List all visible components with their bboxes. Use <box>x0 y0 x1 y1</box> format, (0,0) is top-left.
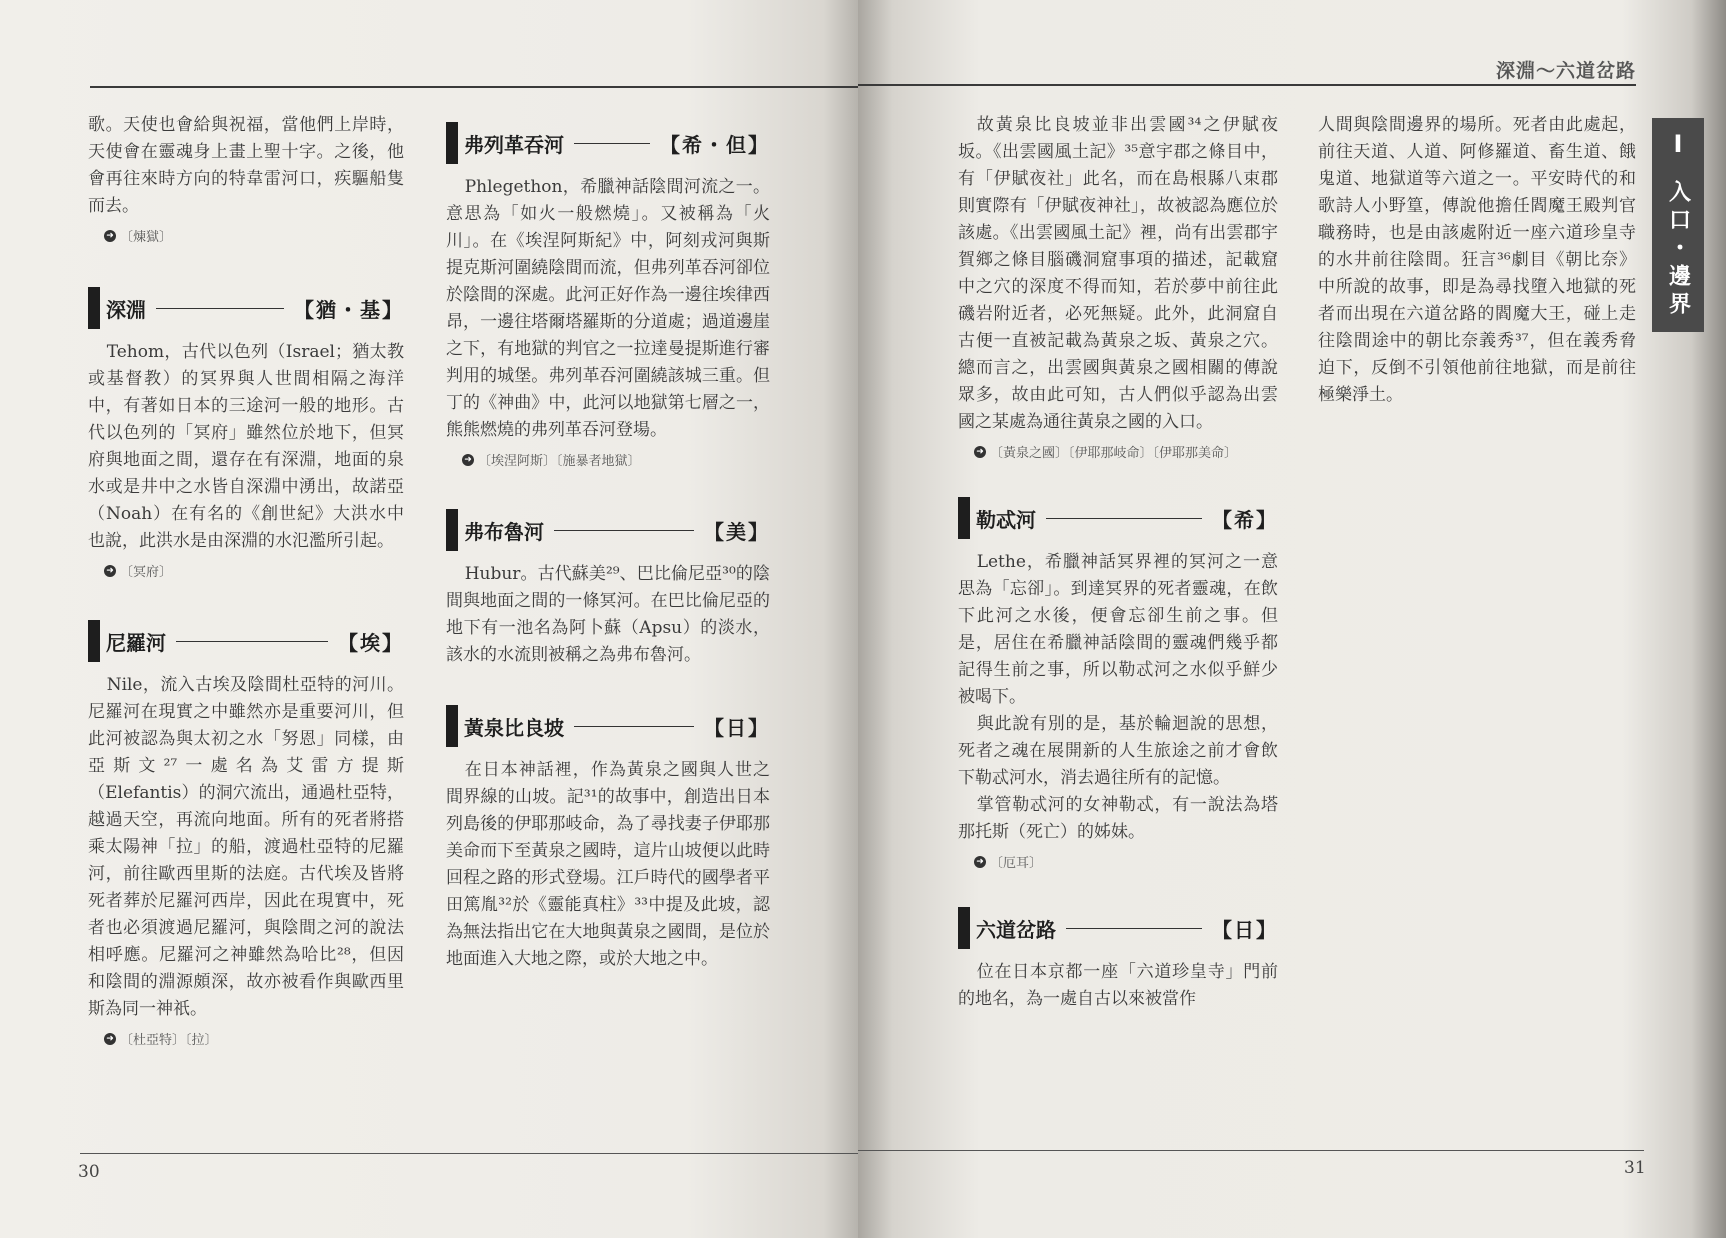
header-rule <box>858 84 1636 86</box>
heading-line <box>554 530 694 531</box>
arrow-right-icon: ➜ <box>974 856 986 868</box>
entry-text: 位在日本京都一座「六道珍皇寺」門前的地名，為一處自古以來被當作 <box>958 962 1278 1009</box>
cross-reference: ➜ 〔冥府〕 <box>104 561 404 580</box>
footer-rule <box>80 1153 858 1154</box>
entry-origin: 【日】 <box>1212 917 1278 942</box>
entry-heading <box>446 122 770 164</box>
right-page-column-1 <box>958 112 1278 1013</box>
page-number: 31 <box>1624 1158 1646 1178</box>
entry-title: 六道岔路 <box>976 917 1056 942</box>
heading-line <box>574 726 694 727</box>
heading-bar <box>446 705 458 747</box>
entry-text: Lethe，希臘神話冥界裡的冥河之一意思為「忘卻」。到達冥界的死者靈魂，在飲下此河之水後，便會忘卻生前之事。但是，居住在希臘神話陰間的靈魂們幾乎都記得生前之事，所以勒忒河之水似乎鮮少被喝下。 <box>958 552 1278 707</box>
heading-line <box>574 143 650 144</box>
arrow-right-icon: ➜ <box>974 446 986 458</box>
entry <box>958 497 1278 871</box>
cross-reference: ➜ 〔煉獄〕 <box>104 226 404 245</box>
heading-bar <box>88 620 100 662</box>
intro-text: 歌。天使也會給與祝福，當他們上岸時，天使會在靈魂身上畫上聖十字。之後，他會再往來時方向的特韋雷河口，疾驅船隻而去。 <box>88 115 404 216</box>
entry-heading <box>88 620 404 662</box>
entry-text: Hubur。古代蘇美²⁹、巴比倫尼亞³⁰的陰間與地面之間的一條冥河。在巴比倫尼亞的地下有一池名為阿卜蘇（Apsu）的淡水，該水的水流則被稱之為弗布魯河。 <box>446 564 770 665</box>
heading-bar <box>446 122 458 164</box>
arrow-right-icon: ➜ <box>104 230 116 242</box>
entry-origin: 【猶・基】 <box>294 297 404 322</box>
entry-text: Nile，流入古埃及陰間杜亞特的河川。尼羅河在現實之中雖然亦是重要河川，但此河被認為與太初之水「努恩」同樣，由亞斯文²⁷一處名為艾雷方提斯（Elefantis）的洞穴流出，通過杜亞特，越過天空，再流向地面。所有的死者將搭乘太陽神「拉」的船，渡過杜亞特的尼羅河，前往歐西里斯的法庭。古代埃及皆將死者葬於尼羅河西岸，因此在現實中，死者也必須渡過尼羅河，與陰間之河的說法相呼應。尼羅河之神雖然為哈比²⁸，但因和陰間的淵源頗深，故亦被看作與歐西里斯為同一神祇。 <box>88 675 404 1019</box>
entry-heading <box>446 705 770 747</box>
entry <box>88 620 404 1048</box>
chapter-label: 入口・邊界 <box>1665 180 1691 320</box>
footer-rule <box>858 1150 1644 1151</box>
entry-title: 弗列革吞河 <box>464 132 564 157</box>
entry-heading <box>446 509 770 551</box>
cross-reference: ➜ 〔厄耳〕 <box>974 852 1278 871</box>
entry-heading <box>88 287 404 329</box>
heading-line <box>1046 518 1202 519</box>
heading-line <box>1066 928 1202 929</box>
entry <box>958 907 1278 1013</box>
intro-text: 故黃泉比良坡並非出雲國³⁴之伊賦夜坂。《出雲國風土記》³⁵意宇郡之條目中，有「伊賦夜社」此名，而在島根縣八束郡則實際有「伊賦夜神社」，故被認為應位於該處。《出雲國風土記》裡，尚有出雲郡宇賀鄉之條目腦磯洞窟事項的描述，記載窟中之穴的深度不得而知，若於夢中前往此磯岩附近者，必死無疑。此外，此洞窟自古便一直被記載為黃泉之坂、黃泉之穴。總而言之，出雲國與黃泉之國相關的傳說眾多，故由此可知，古人們似乎認為出雲國之某處為通往黃泉之國的入口。 <box>958 115 1278 432</box>
entry <box>446 509 770 669</box>
arrow-right-icon: ➜ <box>104 565 116 577</box>
heading-bar <box>958 497 970 539</box>
chapter-number: I <box>1673 130 1683 158</box>
page-number: 30 <box>78 1162 100 1182</box>
entry-text: Phlegethon，希臘神話陰間河流之一。意思為「如火一般燃燒」。又被稱為「火川」。在《埃涅阿斯紀》中，阿刻戎河與斯提克斯河圍繞陰間而流，但弗列革吞河卻位於陰間的深處。此河正好作為一邊往埃律西昂，一邊往塔爾塔羅斯的分道處；過道邊崖之下，有地獄的判官之一拉達曼提斯進行審判用的城堡。弗列革吞河圍繞該城三重。但丁的《神曲》中，此河以地獄第七層之一，熊熊燃燒的弗列革吞河登場。 <box>446 177 770 440</box>
left-page-column-1 <box>88 112 404 1048</box>
entry-origin: 【希・但】 <box>660 132 770 157</box>
entry-heading <box>958 907 1278 949</box>
entry-origin: 【希】 <box>1212 507 1278 532</box>
cross-reference: ➜ 〔杜亞特〕〔拉〕 <box>104 1029 404 1048</box>
entry-title: 勒忒河 <box>976 507 1036 532</box>
heading-bar <box>446 509 458 551</box>
entry-origin: 【日】 <box>704 715 770 740</box>
entry-title: 黃泉比良坡 <box>464 715 564 740</box>
entry-title: 尼羅河 <box>106 630 166 655</box>
entry-heading <box>958 497 1278 539</box>
header-rule <box>90 86 858 88</box>
entry-text: 掌管勒忒河的女神勒忒，有一說法為塔那托斯（死亡）的姊妹。 <box>958 795 1278 842</box>
entry <box>446 122 770 469</box>
right-page-column-2 <box>1318 112 1636 409</box>
heading-bar <box>88 287 100 329</box>
entry-origin: 【美】 <box>704 519 770 544</box>
cross-reference: ➜ 〔黃泉之國〕〔伊耶那岐命〕〔伊耶那美命〕 <box>974 442 1278 461</box>
chapter-tab <box>1652 118 1704 332</box>
entry <box>446 705 770 973</box>
arrow-right-icon: ➜ <box>104 1033 116 1045</box>
heading-bar <box>958 907 970 949</box>
entry-text: Tehom，古代以色列（Israel；猶太教或基督教）的冥界與人世間相隔之海洋中，有著如日本的三途河一般的地形。古代以色列的「冥府」雖然位於地下，但冥府與地面之間，還存在有深淵，地面的泉水或是井中之水皆自深淵中湧出，故諾亞（Noah）在有名的《創世紀》大洪水中也說，此洪水是由深淵的水氾濫所引起。 <box>88 342 404 551</box>
cross-reference: ➜ 〔埃涅阿斯〕〔施暴者地獄〕 <box>462 450 770 469</box>
entry-text: 與此說有別的是，基於輪迴說的思想，死者之魂在展開新的人生旅途之前才會飲下勒忒河水，消去過往所有的記憶。 <box>958 714 1278 788</box>
heading-line <box>156 308 284 309</box>
left-page <box>0 0 858 1238</box>
entry-title: 深淵 <box>106 297 146 322</box>
heading-line <box>176 641 328 642</box>
entry-title: 弗布魯河 <box>464 519 544 544</box>
arrow-right-icon: ➜ <box>462 454 474 466</box>
right-page <box>858 0 1726 1238</box>
entry <box>88 287 404 580</box>
entry-origin: 【埃】 <box>338 630 404 655</box>
left-page-column-2 <box>446 122 770 973</box>
running-head: 深淵～六道岔路 <box>1495 60 1636 82</box>
entry-text: 在日本神話裡，作為黃泉之國與人世之間界線的山坡。記³¹的故事中，創造出日本列島後的伊耶那岐命，為了尋找妻子伊耶那美命而下至黃泉之國時，這片山坡便以此時回程之路的形式登場。江戶時代的國學者平田篤胤³²於《靈能真柱》³³中提及此坡，認為無法指出它在大地與黃泉之國間，是位於地面進入大地之際，或於大地之中。 <box>446 760 770 969</box>
intro-text: 人間與陰間邊界的場所。死者由此處起，前往天道、人道、阿修羅道、畜生道、餓鬼道、地獄道等六道之一。平安時代的和歌詩人小野篁，傳說他擔任閻魔王殿判官職務時，也是由該處附近一座六道珍皇寺的水井前往陰間。狂言³⁶劇目《朝比奈》中所說的故事，即是為尋找墮入地獄的死者而出現在六道岔路的閻魔大王，碰上走往陰間途中的朝比奈義秀³⁷，但在義秀脅迫下，反倒不引領他前往地獄，而是前往極樂淨土。 <box>1318 115 1636 405</box>
